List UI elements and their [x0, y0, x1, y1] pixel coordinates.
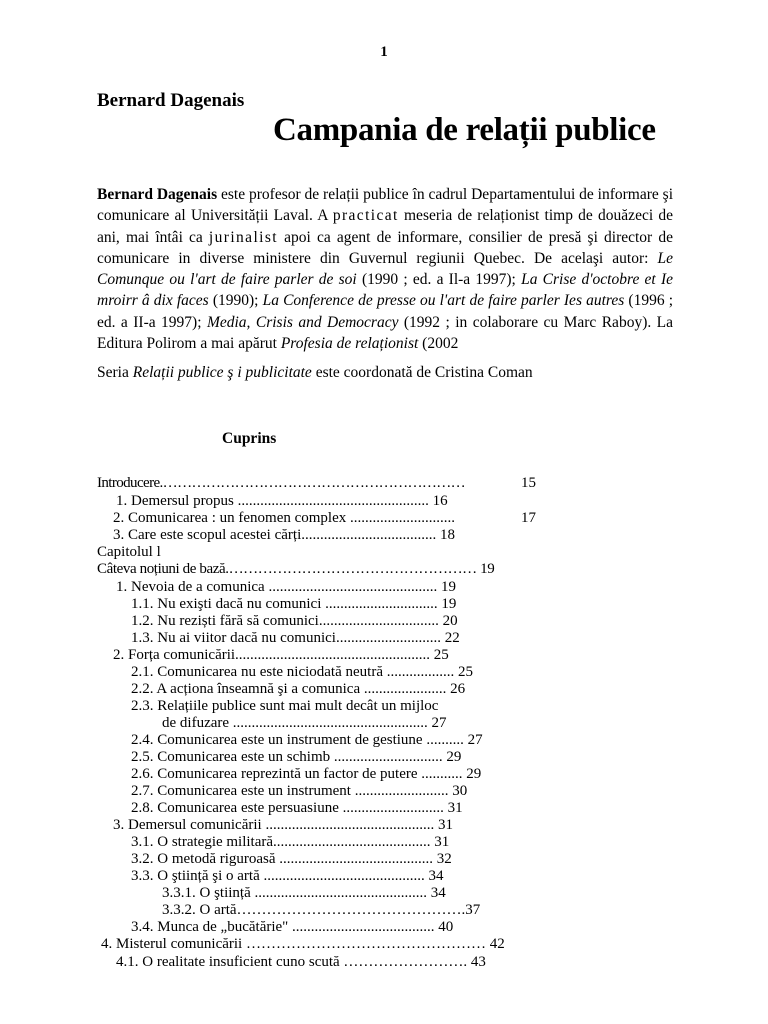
bio-text: apoi ca agent de informare, consilier de presă şi director de comunicare in diverse ministere din Guvernul regiunii Quebec. De acelaşi autor:: [97, 228, 673, 267]
toc-entry[interactable]: 3.3. O ştiință şi o artă ........................................... 34: [131, 868, 444, 884]
toc-entry[interactable]: 4. Misterul comunicării ………………………………………… 42: [101, 936, 505, 952]
toc-entry[interactable]: 1. Demersul propus ................................................... 16: [116, 493, 448, 509]
toc-entry[interactable]: Introducere.………………………………………………………: [97, 475, 466, 491]
author-bio: [97, 184, 673, 354]
bio-text: practicat: [332, 207, 399, 225]
bio-text: (1992 ; in colaborare cu Marc Raboy). La Editura Polirom a mai apărut: [97, 313, 674, 353]
toc-entry[interactable]: 3. Care este scopul acestei cărți.................................... 18: [113, 527, 455, 543]
toc-entry[interactable]: 2.7. Comunicarea este un instrument ......................... 30: [131, 783, 468, 799]
series-suffix: este coordonată de Cristina Coman: [311, 364, 533, 381]
series-name: Relații publice ş i publicitate: [132, 364, 312, 381]
toc-entry[interactable]: de difuzare .................................................... 27: [162, 715, 447, 731]
toc-chapter: Capitolul l: [97, 544, 161, 560]
toc-entry[interactable]: 2. Comunicarea : un fenomen complex ............................: [113, 510, 456, 526]
toc-entry[interactable]: 4.1. O realitate insuficient cuno scută ……………………. 43: [116, 954, 486, 970]
bio-text: meseria de relaționist timp de douăzeci de ani, mai întâi ca: [97, 207, 673, 246]
bio-text: (2002: [418, 335, 459, 353]
bio-text: (1996 ; ed. a II-a 1997);: [97, 292, 674, 331]
toc-entry[interactable]: 3.3.1. O ştiință .............................................. 34: [162, 885, 446, 901]
toc-page: 15: [521, 475, 536, 491]
toc-entry[interactable]: 3. Demersul comunicării ............................................. 31: [113, 817, 453, 833]
toc-entry[interactable]: 2. Forța comunicării.................................................... 25: [113, 647, 449, 663]
toc-entry[interactable]: 2.6. Comunicarea reprezintă un factor de putere ........... 29: [131, 766, 482, 782]
toc-entry[interactable]: 3.3.2. O artă……………………………………….37: [162, 902, 481, 918]
book-title: La Crise d'octobre et Ie mroirr â dix faces: [97, 271, 673, 310]
bio-text: (1990 ; ed. a Il-a 1997);: [356, 271, 522, 289]
toc-entry[interactable]: 2.5. Comunicarea este un schimb ............................. 29: [131, 749, 462, 765]
toc-entry[interactable]: 2.1. Comunicarea nu este niciodată neutră .................. 25: [131, 664, 473, 680]
book-title: Le Comunque ou l'art de faire parler de soi: [97, 249, 673, 289]
bio-text: jurinalist: [208, 228, 279, 246]
toc-heading: Cuprins: [222, 430, 277, 447]
toc-entry[interactable]: 1.3. Nu ai viitor dacă nu comunici............................ 22: [131, 630, 460, 646]
toc-entry[interactable]: 3.2. O metodă riguroasă ......................................... 32: [131, 851, 452, 867]
book-title: Media, Crisis and Democracy: [206, 313, 399, 331]
toc-entry[interactable]: 2.8. Comunicarea este persuasiune ........................... 31: [131, 800, 463, 816]
page-number: 1: [380, 44, 388, 60]
toc-entry[interactable]: 2.4. Comunicarea este un instrument de gestiune .......... 27: [131, 732, 483, 748]
book-title: Profesia de relaționist: [280, 335, 419, 353]
series-note: [97, 364, 533, 382]
toc-entry[interactable]: 3.1. O strategie militară.......................................... 31: [131, 834, 450, 850]
bio-author-name: Bernard Dagenais: [97, 186, 218, 203]
book-title: La Conference de presse ou l'art de faire parler Ies autres: [262, 292, 625, 310]
bio-text: este profesor de relații publice în cadrul Departamentului de informare şi comunicare al Universității Laval. A: [97, 186, 673, 225]
author-name: Bernard Dagenais: [97, 90, 245, 111]
bio-text: (1990);: [208, 292, 263, 310]
toc-entry[interactable]: Câteva noțiuni de bază.…………………………………………… 19: [97, 561, 495, 577]
toc-entry[interactable]: 1.2. Nu reziști fără să comunici................................ 20: [131, 613, 458, 629]
toc-page: 17: [521, 510, 536, 526]
series-prefix: Seria: [97, 364, 133, 381]
toc-entry[interactable]: 3.4. Munca de „bucătărie" ...................................... 40: [131, 919, 454, 935]
toc-entry[interactable]: 1. Nevoia de a comunica ............................................. 19: [116, 579, 456, 595]
toc-entry[interactable]: 2.3. Relațiile publice sunt mai mult decât un mijloc: [131, 698, 439, 714]
toc-entry[interactable]: 1.1. Nu exişti dacă nu comunici .............................. 19: [131, 596, 457, 612]
toc-entry[interactable]: 2.2. A acționa înseamnă şi a comunica ...................... 26: [131, 681, 466, 697]
page-title: Campania de relații publice: [273, 112, 656, 148]
